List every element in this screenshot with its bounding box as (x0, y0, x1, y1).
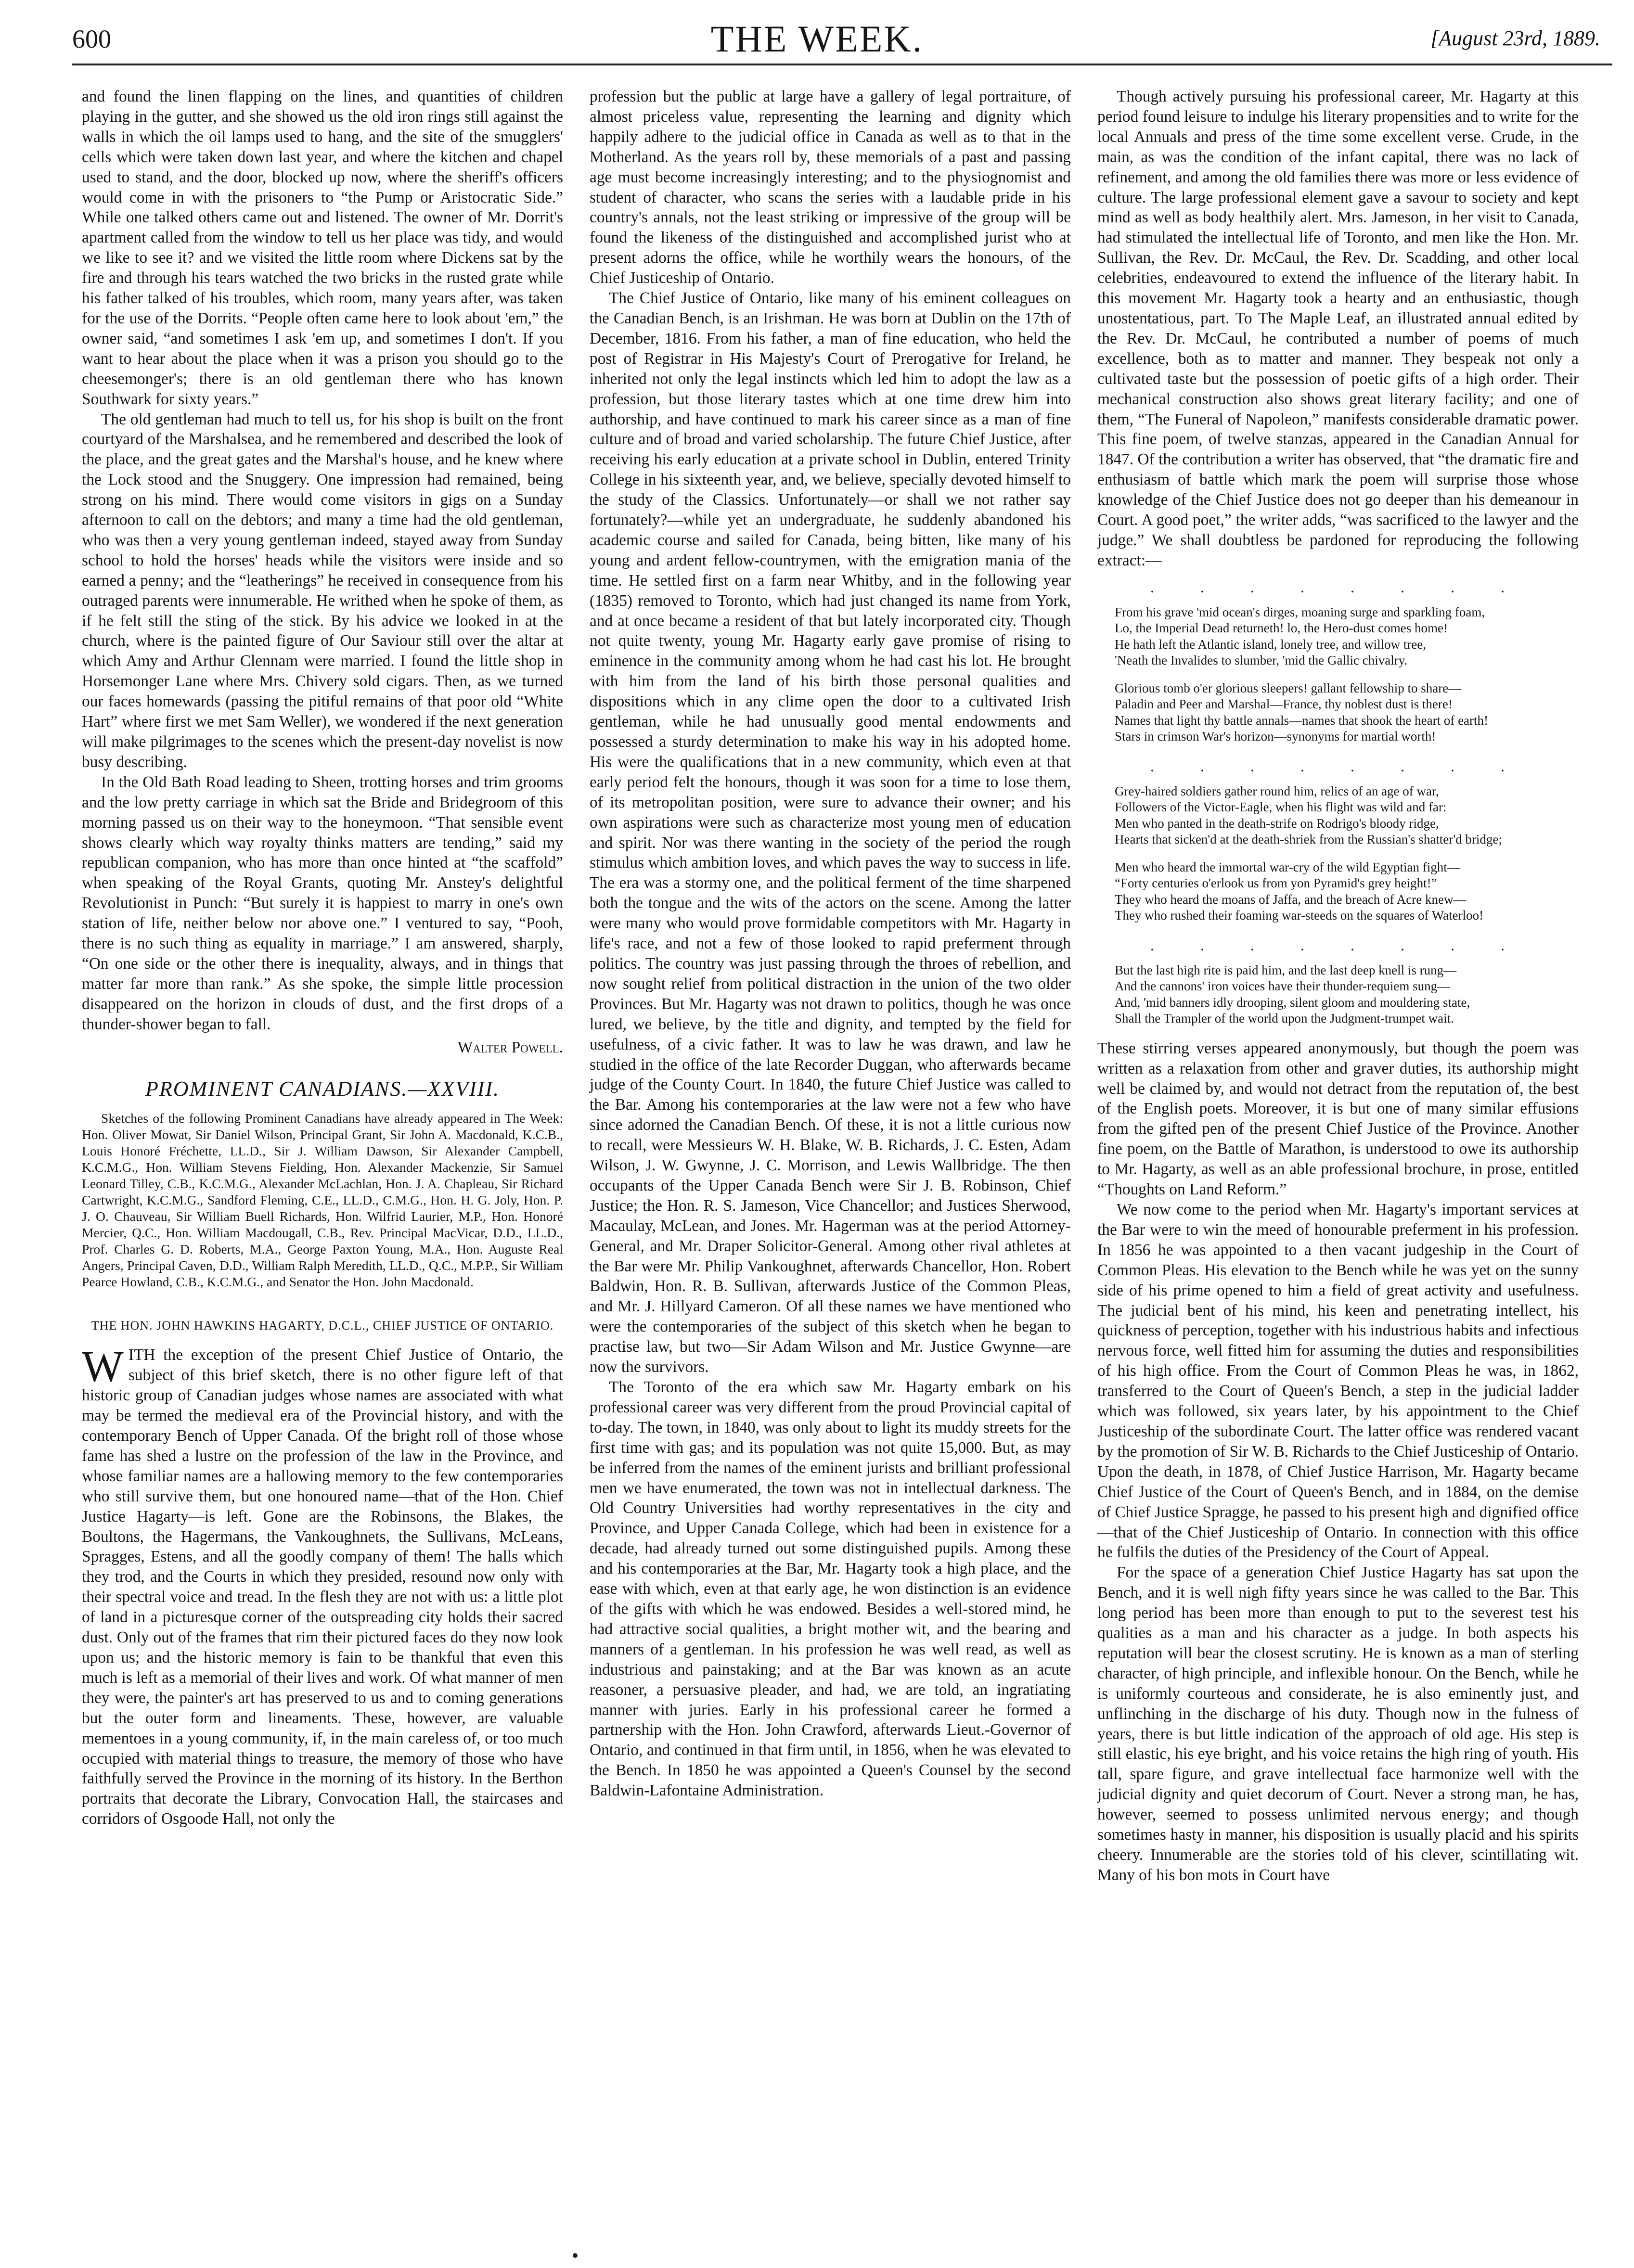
paragraph: These stirring verses appeared anonymously, but though the poem was written as a relaxation from other and graver duties, its authorship might well be claimed by, and would not detract from the reputation of, the best of the English poets. Moreover, it is but one of many similar effusions from the gifted pen of the present Chief Justice of the Province. Another fine poem, on the Battle of Marathon, is understood to owe its authorship to Mr. Hagarty, as well as an able professional brochure, in prose, entitled “Thoughts on Land Reform.” (1097, 1039, 1579, 1199)
paragraph: profession but the public at large have a gallery of legal portraiture, of almost priceless value, representing the learning and dignity which happily adhere to the judicial office in Canada as well as to that in the Motherland. As the years roll by, these memorials of a past and passing age must become increasingly interesting; and to the physiognomist and student of character, who scans the series with a laudable pride in his country's annals, not the least striking or impressive of the group will be found the likeness of the distinguished and accomplished jurist who at present adorns the office, while he worthily wears the honours, of the Chief Justiceship of Ontario. (590, 88, 1071, 287)
poem-line: He hath left the Atlantic island, lonely tree, and willow tree, (1115, 637, 1427, 652)
ellipsis-row: . . . . . . . . (1150, 578, 1526, 596)
paragraph: The Toronto of the era which saw Mr. Hagarty embark on his professional career was very different from the proud Provincial capital of to-day. The town, in 1840, was only about to light its muddy streets for the first time with gas; and its population was not quite 15,000. But, as may be inferred from the names of the eminent jurists and brilliant professional men we have enumerated, the town was not in intellectual darkness. The Old Country Universities had worthy representatives in the city and Province, and Upper Canada College, which had been in existence for a decade, had already turned out some distinguished pupils. Among these and his contemporaries at the Bar, Mr. Hagarty took a high place, and the ease with which, even at that early age, he won distinction is an evidence of the gifts with which he was endowed. Besides a well-stored mind, he had attractive social qualities, a bright mother wit, and the bearing and manners of a gentleman. In his profession he was well read, as well as industrious and painstaking; and at the Bar was known as an acute reasoner, a persuasive pleader, and had, we are told, an ingratiating manner with juries. Early in his professional career he formed a partnership with the Hon. John Crawford, afterwards Lieut.-Governor of Ontario, and continued in that firm until, in 1856, when he was elevated to the Bench. In 1850 he was appointed a Queen's Counsel by the second Baldwin-Lafontaine Administration. (590, 1378, 1071, 1800)
poem-line: They who rushed their foaming war-steeds on the squares of Waterloo! (1115, 908, 1484, 923)
poem-stanza (1115, 962, 1579, 1027)
paragraph: Though actively pursuing his professional career, Mr. Hagarty at this period found leisure to indulge his literary propensities and to write for the local Annuals and press of the time some excellent verse. Crude, in the main, as was the condition of the infant capital, there was no lack of refinement, and among the old families there was more or less evidence of culture. The large professional element gave a savour to society and kept mind as well as body healthily alert. Mrs. Jameson, in her visit to Canada, had stimulated the intellectual life of Toronto, and men like the Hon. Mr. Sullivan, the Rev. Dr. McCaul, the Rev. Dr. Scadding, and other local celebrities, endeavoured to extend the influence of the literary habit. In this movement Mr. Hagarty took a hearty and an enthusiastic, though unostentatious, part. To The Maple Leaf, an illustrated annual edited by the Rev. Dr. McCaul, he contributed a number of poems of much excellence, both as to matter and manner. They bespeak not only a cultivated taste but the possession of poetic gifts of a high order. Their mechanical construction also shows great literary facility; and one of them, “The Funeral of Napoleon,” manifests considerable dramatic power. This fine poem, of twelve stanzas, appeared in the Canadian Annual for 1847. Of the contribution a writer has observed, that “the dramatic fire and enthusiasm of battle which mark the poem will surprise those whose knowledge of the Chief Justice does not go deeper than his demeanour in Court. A good poet,” the writer adds, “was sacrificed to the lawyer and the judge.” We shall doubtless be pardoned for reproducing the following extract:— (1097, 88, 1579, 569)
author-signature: Walter Powell. (457, 1038, 563, 1056)
page-header (0, 17, 1634, 65)
poem-line: And the cannons' iron voices have their thunder-requiem sung— (1115, 979, 1451, 994)
page-number: 600 (72, 25, 111, 53)
column-3 (1097, 87, 1579, 1885)
paragraph (82, 1342, 563, 1829)
poem-stanza (1115, 680, 1579, 745)
poem-line: 'Neath the Invalides to slumber, 'mid the Gallic chivalry. (1115, 653, 1408, 668)
poem-line: Grey-haired soldiers gather round him, relics of an age of war, (1115, 783, 1439, 798)
poem-line: But the last high rite is paid him, and the last deep knell is rung— (1115, 962, 1457, 977)
poem-line: Paladin and Peer and Marshal—France, thy noblest dust is there! (1115, 697, 1453, 712)
paragraph: In the Old Bath Road leading to Sheen, trotting horses and trim grooms and the low pretty carriage in which sat the Bride and Bridegroom of this morning passed us on their way to the honeymoon. “That sensible event shows clearly which way royalty thinks matters are tending,” said my republican companion, who has more than once hinted at “the scaffold” when speaking of the Royal Grants, quoting Mr. Anstey's delightful Revolutionist in Punch: “But surely it is happiest to marry in one's own station of life, neither below nor above one.” I ventured to say, “Pooh, there is no such thing as equality in marriage.” I am answered, sharply, “On one side or the other there is inequality, always, and in things that matter far more than rank.” As she spoke, the simple little procession disappeared on the horizon in clouds of dust, and the first drops of a thunder-shower began to fall. (82, 773, 563, 1033)
masthead-title: THE WEEK. (710, 18, 924, 60)
poem-line: Men who heard the immortal war-cry of the wild Egyptian fight— (1115, 859, 1460, 874)
section-heading: PROMINENT CANADIANS.—XXVIII. (145, 1076, 500, 1101)
column-1 (82, 87, 563, 1829)
poem-line: From his grave 'mid ocean's dirges, moaning surge and sparkling foam, (1115, 604, 1485, 619)
poem-line: “Forty centuries o'erlook us from yon Pyramid's grey height!” (1115, 876, 1437, 891)
printer-mark (573, 2253, 578, 2258)
poem-line: Shall the Trampler of the world upon the Judgment-trumpet wait. (1115, 1011, 1454, 1026)
paragraph: The old gentleman had much to tell us, for his shop is built on the front courtyard of the Marshalsea, and he remembered and described the look of the place, and the great gates and the Marshal's house, and he knew where the Lock stood and the Snuggery. One impression had remained, being strong on his mind. There would come visitors in gigs on a Sunday afternoon to call on the debtors; and many a time had the old gentleman, who was then a very young gentleman indeed, stayed away from Sunday school to hold the horses' heads while the visitors were inside and so earned a penny; and the “leatherings” he received in consequence from his outraged parents were innumerable. He writhed when he spoke of them, as if he felt still the sting of the stick. By his advice we looked in at the church, where is the painted figure of Our Saviour still over the altar at which Amy and Arthur Clennam were married. I found the little shop in Horsemonger Lane where Mrs. Chivery sold cigars. Then, as we turned our faces homewards (passing the pitiful remains of that poor old “White Hart” where first we met Sam Weller), we wondered if the next generation will make pilgrimages to the scenes which the present-day novelist is now busy describing. (82, 410, 563, 771)
poem-line: And, 'mid banners idly drooping, silent gloom and mouldering state, (1115, 995, 1470, 1010)
poem-line: Hearts that sicken'd at the death-shriek from the Russian's shatter'd bridge; (1115, 832, 1502, 847)
article-subheading: THE HON. JOHN HAWKINS HAGARTY, D.C.L., CHIEF JUSTICE OF ONTARIO. (91, 1319, 554, 1333)
paragraph: We now come to the period when Mr. Hagarty's important services at the Bar were to win the meed of honourable preferment in his profession. In 1856 he was appointed to a then vacant judgeship in the Court of Common Pleas. His elevation to the Bench while he was yet on the sunny side of his prime opened to him a field of great activity and usefulness. The judicial bent of his mind, his keen and penetrating intellect, his quickness of perception, together with his industrious habits and infectious nervous force, well fitted him for assuming the duties and responsibilities of his high office. From the Court of Common Pleas he was, in 1862, transferred to the Court of Queen's Bench, a step in the judicial ladder which was followed, six years later, by his appointment to the Chief Justiceship of the subordinate Court. The latter office was rendered vacant by the promotion of Sir W. B. Richards to the Chief Justiceship of Ontario. Upon the death, in 1878, of Chief Justice Harrison, Mr. Hagarty became Chief Justice of the Court of Queen's Bench, and in 1884, on the demise of Chief Justice Spragge, he passed to his present high and dignified office—that of the Chief Justiceship of Ontario. In connection with this office he fulfils the duties of the Presidency of the Court of Appeal. (1097, 1201, 1579, 1562)
header-rule (72, 64, 1612, 65)
paragraph: and found the linen flapping on the lines, and quantities of children playing in the gutter, and she showed us the old iron rings still against the walls in which the oil lamps used to hang, and the site of the smugglers' cells which were taken down last year, and where the kitchen and chapel used to stand, and the door, blocked up now, where the sheriff's officers would come in with the prisoners to “the Pump or Aristocratic Side.” While one talked others came out and listened. The owner of Mr. Dorrit's apartment called from the window to tell us her place was tidy, and would we like to see it? and we visited the little room where Dickens sat by the fire and through his tears watched the two bricks in the rusted grate while his father talked of his troubles, which room, many years after, was taken for the use of the Dorrits. “People often came here to look about 'em,” the owner said, “and sometimes I ask 'em up, and sometimes I don't. If you want to hear about the place when it was a prison you should go to the cheesemonger's; there is an old gentleman there who has known Southwark for sixty years.” (82, 88, 563, 408)
paragraph: The Chief Justice of Ontario, like many of his eminent colleagues on the Canadian Bench, is an Irishman. He was born at Dublin on the 17th of December, 1816. From his father, a man of fine education, who held the post of Registrar in His Majesty's Court of Prerogative for Ireland, he inherited not only the legal instincts which led him to adopt the law as a profession, but those literary tastes which at one time drew him into authorship, and have continued to mark his career since as a man of fine culture and of broad and varied scholarship. The future Chief Justice, after receiving his early education at a private school in Dublin, entered Trinity College in his sixteenth year, and, we believe, specially devoted himself to the study of the Classics. Unfortunately—or shall we not rather say fortunately?—while yet an undergraduate, he suddenly abandoned his academic course and sailed for Canada, being bitten, like many of his young and ardent fellow-countrymen, with the emigration mania of the time. He settled first on a farm near Whitby, and in the following year (1835) removed to Toronto, which had just changed its name from York, and at once became a resident of that but lately incorporated city. Though not quite twenty, young Mr. Hagarty early gave promise of rising to eminence in the community among whom he had cast his lot. He brought with him from the land of his birth those personal qualities and dispositions which in any clime open the door to a cultivated Irish gentleman, while he had unusually good mental endowments and possessed a sturdy determination to make his way in his adopted home. His were the qualifications that in a new community, which even at that early period felt the honours, though it was soon for a time to lose them, of its metropolitan position, were sure to advance their owner; and his own aspirations were such as characterize most young men of education and spirit. Nor was there wanting in the society of the period the rough stimulus which ambition loves, and which paves the way to success in life. The era was a stormy one, and the political ferment of the time sharpened both the tongue and the wits of the actors on the scene. Among the latter were many who would prove formidable competitors with Mr. Hagarty in life's race, and not a few of those looked to rapid preferment through politics. The country was just passing through the throes of rebellion, and now sought relief from political distraction in the union of the two older Provinces. But Mr. Hagarty was not drawn to politics, though he was once lured, we believe, by the title and dignity, and tempted by the field for usefulness, of a civic father. It was to law he was drawn, and law he studied in the office of the late Recorder Duggan, who afterwards became judge of the County Court. In 1840, the future Chief Justice was called to the Bar. Among his contemporaries at the law were not a few who have since adorned the Canadian Bench. Of these, it is not a little curious now to recall, were Messieurs W. H. Blake, W. B. Richards, J. C. Esten, Adam Wilson, J. W. Gwynne, J. C. Morrison, and Lewis Wallbridge. The then occupants of the Upper Canada Bench were Sir J. B. Robinson, Chief Justice; the Hon. R. S. Jameson, Vice Chancellor; and Justices Sherwood, Macaulay, McLean, and Jones. Mr. Hagerman was at the period Attorney-General, and Mr. Draper Solicitor-General. Among other rival athletes at the Bar were Mr. Philip Vankoughnet, afterwards Chancellor, Hon. Robert Baldwin, Hon. R. B. Sullivan, afterwards Justice of the Common Pleas, and Mr. J. Hillyard Cameron. Of all these names we have mentioned who were the contemporaries of the subject of this sketch when he began to practise law, but two—Sir Adam Wilson and Mr. Justice Gwynne—are now the survivors. (590, 289, 1071, 1376)
sketches-note: Sketches of the following Prominent Canadians have already appeared in The Week: Hon. Oliver Mowat, Sir Daniel Wilson, Principal Grant, Sir John A. Macdonald, K.C.B., Louis Honoré Fréchette, LL.D., Sir J. William Dawson, Sir Alexander Campbell, K.C.M.G., Hon. William Stevens Fielding, Hon. Alexander Mackenzie, Sir Samuel Leonard Tilley, C.B., K.C.M.G., Alexander McLachlan, Hon. J. A. Chapleau, Sir Richard Cartwright, K.C.M.G., Sandford Fleming, C.E., LL.D., C.M.G., Hon. H. G. Joly, Hon. P. J. O. Chauveau, Sir William Buell Richards, Hon. Wilfrid Laurier, M.P., Hon. Honoré Mercier, Q.C., Hon. William Macdougall, C.B., Rev. Principal MacVicar, D.D., LL.D., Prof. Charles G. D. Roberts, M.A., George Paxton Young, M.A., Hon. Auguste Real Angers, Principal Caven, D.D., William Ralph Meredith, LL.D., Q.C., M.P.P., Sir William Pearce Howland, C.B., K.C.M.G., and Senator the Hon. John Macdonald. (82, 1111, 563, 1290)
poem-line: Followers of the Victor-Eagle, when his flight was wild and far: (1115, 800, 1447, 815)
poem-line: Lo, the Imperial Dead returneth! lo, the Hero-dust comes home! (1115, 621, 1448, 636)
poem-stanza (1115, 604, 1579, 669)
poem-line: Names that light thy battle annals—names that shook the heart of earth! (1115, 713, 1489, 728)
issue-date: [August 23rd, 1889. (1430, 26, 1600, 50)
poem-stanza (1115, 859, 1579, 924)
ellipsis-row: . . . . . . . . (1150, 757, 1526, 775)
paragraph: For the space of a generation Chief Justice Hagarty has sat upon the Bench, and it is well nigh fifty years since he was called to the Bar. This long period has been more than enough to put to the severest test his qualities as a man and his character as a judge. In both aspects his reputation will bear the closest scrutiny. He is known as a man of sterling character, of high principle, and inflexible honour. On the Bench, while he is uniformly courteous and considerate, he is also eminently just, and unflinching in the discharge of his duty. Though now in the fulness of years, there is but little indication of the approach of old age. His step is still elastic, his eye bright, and his voice retains the high ring of youth. His tall, spare figure, and grave intellectual face harmonize well with the judicial dignity and quiet decorum of Court. Never a strong man, he has, however, seemed to possess unlimited nervous energy; and though sometimes hasty in manner, his disposition is usually placid and his spirits cheery. Innumerable are the stories told of his clever, scintillating wit. Many of his bon mots in Court have (1097, 1563, 1579, 1884)
poem-line: Stars in crimson War's horizon—synonyms for martial worth! (1115, 729, 1436, 744)
paragraph-text: ITH the exception of the present Chief Justice of Ontario, the subject of this brief sketch, there is no other figure left of that historic group of Canadian judges whose names are associated with what may be termed the medieval era of the Provincial history, and with the contemporary Bench of Upper Canada. Of the bright roll of those whose fame has shed a lustre on the profession of the law in the Province, and whose familiar names are a hallowing memory to the few contemporaries who still survive them, but one honoured name—that of the Hon. Chief Justice Hagarty—is left. Gone are the Robinsons, the Blakes, the Boultons, the Hagermans, the Vankoughnets, the Sullivans, McLeans, Spragges, Estens, and all the goodly company of them! The halls which they trod, and the Courts in which they presided, resound now only with their spectral voice and tread. In the flesh they are not with us: a little plot of land in a picturesque corner of the outspreading city holds their sacred dust. Only out of the frames that rim their pictured faces do they now look upon us; and the historic memory is fain to be thankful that even this much is left as a memorial of their lives and work. Of what manner of men they were, the painter's art has preserved to us and to coming generations but the outer form and lineaments. These, however, are valuable mementoes in a young community, if, in the main careless of, or too much occupied with material things to treasure, the memory of those who have faithfully served the Province in the morning of its history. In the Berthon portraits that decorate the Library, Convocation Hall, the staircases and corridors of Osgoode Hall, not only the (82, 1346, 563, 1828)
poem-line: Glorious tomb o'er glorious sleepers! gallant fellowship to share— (1115, 680, 1462, 695)
poem-line: Men who panted in the death-strife on Rodrigo's bloody ridge, (1115, 816, 1439, 831)
poem-line: They who heard the moans of Jaffa, and the breach of Acre knew— (1115, 892, 1467, 907)
drop-cap: W (82, 1342, 124, 1391)
column-2 (590, 87, 1071, 1801)
ellipsis-row: . . . . . . . . (1150, 936, 1526, 954)
poem-stanza (1115, 783, 1579, 848)
